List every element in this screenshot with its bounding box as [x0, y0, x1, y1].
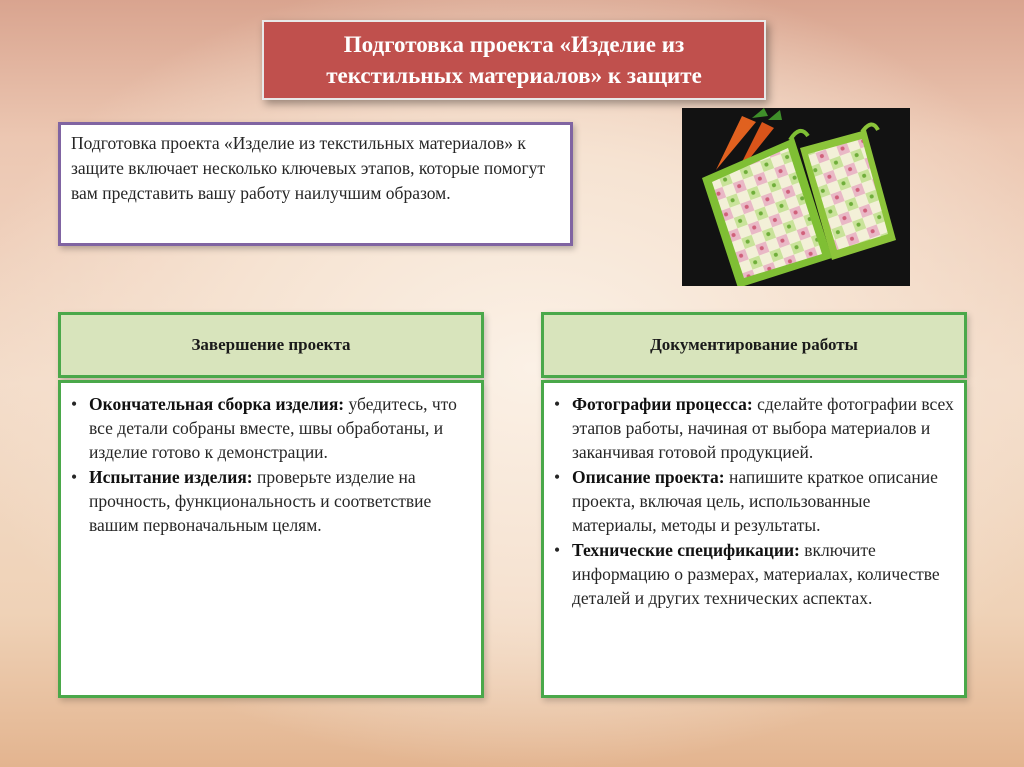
- card-header-label: Документирование работы: [650, 335, 858, 354]
- list-item: [554, 392, 956, 464]
- item-title: Технические спецификации:: [572, 540, 800, 560]
- card-body-completion: [58, 380, 484, 698]
- intro-text: Подготовка проекта «Изделие из текстильных материалов» к защите включает несколько ключевых этапов, которые помогут вам представить вашу работу наилучшим образом.: [71, 133, 546, 203]
- bullet-icon: •: [71, 394, 78, 414]
- bullet-icon: •: [554, 540, 561, 560]
- card-body-documentation: [541, 380, 967, 698]
- bullet-icon: •: [71, 467, 78, 487]
- card-header-completion: [58, 312, 484, 378]
- item-title: Испытание изделия:: [89, 467, 253, 487]
- list-item: [71, 465, 473, 537]
- list-item: [71, 392, 473, 464]
- item-text: напишите краткое описание проекта, включая цель, использованные материалы, методы и результаты.: [572, 467, 938, 535]
- item-text: сделайте фотографии всех этапов работы, начиная от выбора материалов и заканчивая готовой продукцией.: [572, 394, 954, 462]
- bullet-icon: •: [554, 394, 561, 414]
- bullet-icon: •: [554, 467, 561, 487]
- slide-title-box: [262, 20, 766, 100]
- item-text: включите информацию о размерах, материалах, количестве деталей и других технических аспектах.: [572, 540, 940, 608]
- card-header-label: Завершение проекта: [191, 335, 351, 354]
- slide-title: Подготовка проекта «Изделие из текстильных материалов» к защите: [326, 32, 702, 88]
- potholder-photo: [682, 108, 910, 286]
- item-text: проверьте изделие на прочность, функциональность и соответствие вашим первоначальным целям.: [89, 467, 432, 535]
- list-item: [554, 538, 956, 610]
- list-item: [554, 465, 956, 537]
- item-title: Описание проекта:: [572, 467, 725, 487]
- item-title: Фотографии процесса:: [572, 394, 753, 414]
- potholder-illustration: [682, 108, 910, 286]
- intro-box: [58, 122, 573, 246]
- item-title: Окончательная сборка изделия:: [89, 394, 345, 414]
- card-header-documentation: [541, 312, 967, 378]
- item-text: убедитесь, что все детали собраны вместе, швы обработаны, и изделие готово к демонстрации.: [89, 394, 457, 462]
